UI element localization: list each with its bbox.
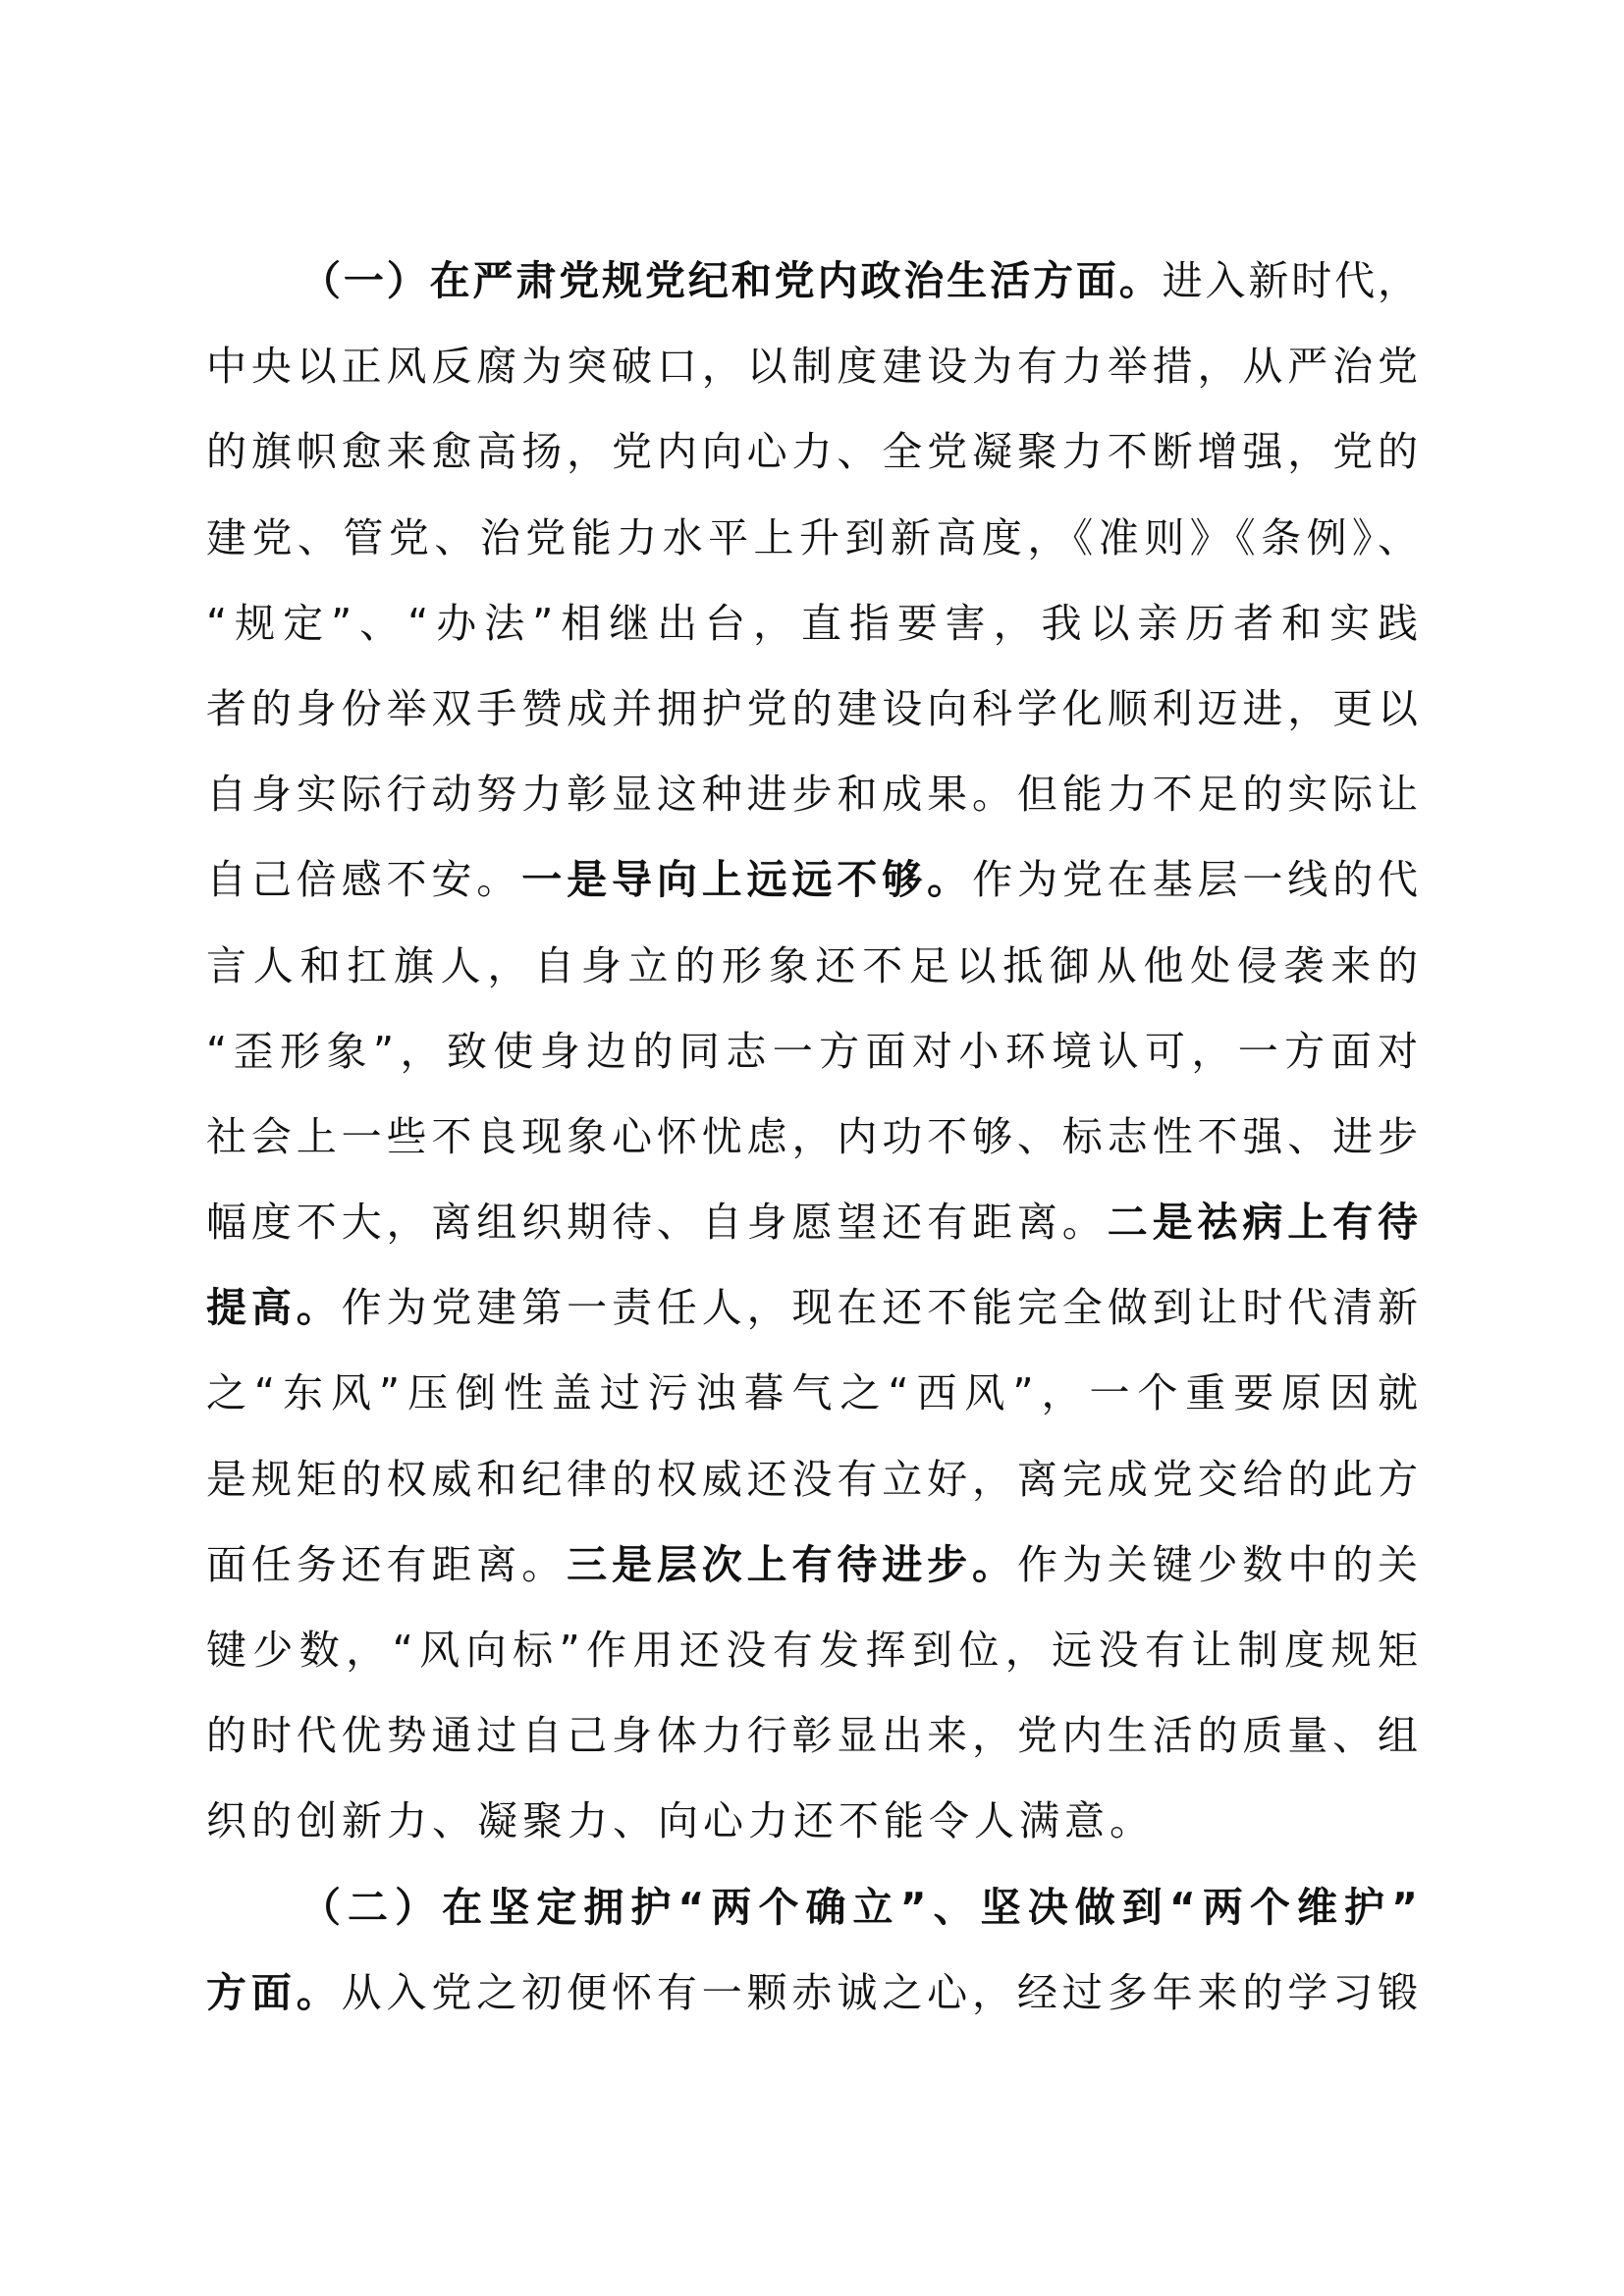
text-line (206, 1444, 1418, 1529)
body-text: 者的身份举双手赞成并拥护党的建设向科学化顺利迈进，更以 (206, 684, 1418, 732)
body-text: 是规矩的权威和纪律的权威还没有立好，离完成党交给的此方 (206, 1455, 1418, 1503)
bold-heading-text: 一是导向上远远不够。 (521, 856, 973, 904)
bold-heading-text: 二是祛病上有待 (1107, 1199, 1419, 1247)
text-line (206, 1101, 1418, 1187)
text-line (206, 1272, 1418, 1358)
bold-heading-text: （一）在严肃党规党纪和党内政治生活方面。 (300, 257, 1163, 304)
body-text: 作为关键少数中的关 (1016, 1540, 1419, 1588)
bold-heading-text: 方面。 (206, 1968, 342, 2016)
bold-heading-text: （二）在坚定拥护“两个确立”、坚决做到“两个维护” (300, 1883, 1418, 1931)
text-line (206, 1187, 1418, 1272)
bold-heading-text: 三是层次上有待进步。 (567, 1540, 1017, 1588)
body-text: 键少数，“风向标”作用还没有发挥到位，远没有让制度规矩 (206, 1627, 1418, 1674)
body-text: “歪形象”，致使身边的同志一方面对小环境认可，一方面对 (206, 1027, 1418, 1075)
body-text: 从入党之初便怀有一颗赤诚之心，经过多年来的学习锻 (341, 1968, 1418, 2016)
text-line (206, 1957, 1418, 2043)
text-line (206, 1016, 1418, 1101)
text-line (206, 673, 1418, 759)
text-line (206, 1700, 1418, 1786)
body-text: 社会上一些不良现象心怀忧虑，内功不够、标志性不强、进步 (206, 1112, 1418, 1160)
body-text: “规定”、“办法”相继出台，直指要害，我以亲历者和实践 (206, 599, 1418, 647)
text-line (206, 1358, 1418, 1443)
body-text: 作为党建第一责任人，现在还不能完全做到让时代清新 (341, 1284, 1418, 1332)
body-text: 的时代优势通过自己身体力行彰显出来，党内生活的质量、组 (206, 1712, 1418, 1760)
body-text: 的旗帜愈来愈高扬，党内向心力、全党凝聚力不断增强，党的 (206, 428, 1418, 476)
bold-heading-text: 提高。 (206, 1284, 342, 1332)
text-line (206, 844, 1418, 930)
body-text: 言人和扛旗人，自身立的形象还不足以抵御从他处侵袭来的 (206, 941, 1418, 989)
body-text: 自己倍感不安。 (206, 856, 522, 904)
body-text: 进入新时代， (1162, 257, 1419, 304)
body-text: 作为党在基层一线的代 (972, 856, 1419, 904)
body-text: 自身实际行动努力彰显这种进步和成果。但能力不足的实际让 (206, 771, 1418, 819)
text-line (206, 331, 1418, 416)
text-line (206, 503, 1418, 588)
text-line (206, 416, 1418, 502)
text-line (206, 759, 1418, 844)
body-text: 建党、管党、治党能力水平上升到新高度，《准则》《条例》、 (206, 513, 1418, 561)
text-line (206, 1615, 1418, 1700)
text-line (206, 931, 1418, 1016)
body-text: 中央以正风反腐为突破口，以制度建设为有力举措，从严治党 (206, 343, 1418, 391)
text-line (206, 1786, 1418, 1871)
body-text: 之“东风”压倒性盖过污浊暮气之“西风”，一个重要原因就 (206, 1369, 1418, 1417)
text-line (206, 245, 1418, 331)
body-text: 面任务还有距离。 (206, 1540, 568, 1588)
body-text: 织的创新力、凝聚力、向心力还不能令人满意。 (206, 1797, 1155, 1845)
text-line (206, 588, 1418, 673)
document-body (206, 245, 1418, 2043)
text-line (206, 1529, 1418, 1615)
text-line (206, 1872, 1418, 1957)
body-text: 幅度不大，离组织期待、自身愿望还有距离。 (206, 1199, 1108, 1247)
